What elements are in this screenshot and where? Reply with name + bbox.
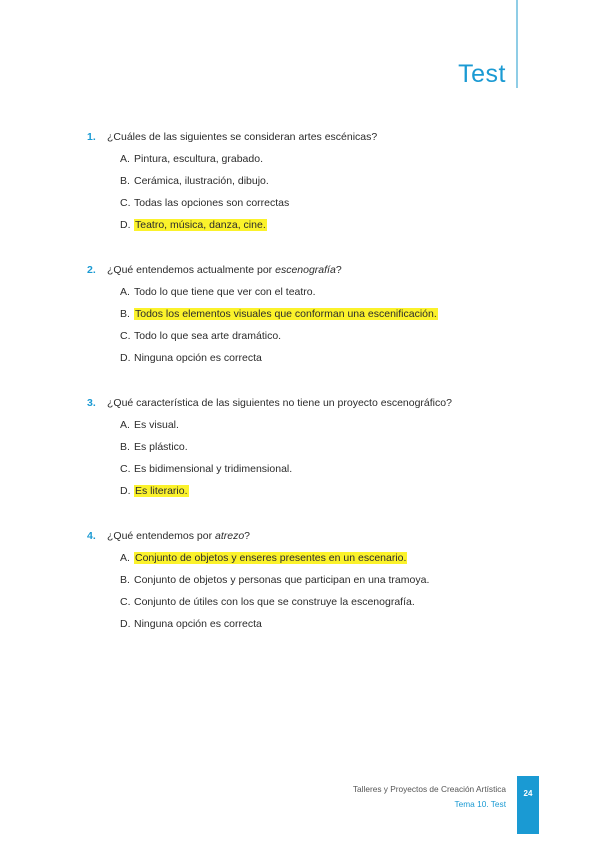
- option-list: [0, 281, 600, 369]
- option-a-answer: A. Conjunto de objetos y enseres presentes en un escenario.: [120, 552, 407, 564]
- question-text: ¿Qué característica de las siguientes no tiene un proyecto escenográfico?: [107, 397, 452, 409]
- option-d-answer: D. Teatro, música, danza, cine.: [120, 219, 266, 231]
- question-number: 3.: [87, 397, 96, 409]
- question-2: [0, 259, 600, 369]
- option-b: B. Conjunto de objetos y personas que participan en una tramoya.: [120, 574, 430, 586]
- option-b: B. Es plástico.: [120, 441, 188, 453]
- top-divider-line: [516, 0, 518, 88]
- question-number: 2.: [87, 264, 96, 276]
- highlighted-answer: Teatro, música, danza, cine.: [135, 219, 266, 231]
- question-text: ¿Qué entendemos por atrezo?: [107, 530, 251, 542]
- question-stem: [0, 126, 600, 148]
- question-number: 4.: [87, 530, 96, 542]
- option-c: C. Es bidimensional y tridimensional.: [120, 463, 293, 475]
- option-c: C. Conjunto de útiles con los que se construye la escenografía.: [120, 596, 415, 608]
- question-stem: [0, 525, 600, 547]
- question-3: [0, 392, 600, 502]
- option-a: A. Es visual.: [120, 419, 179, 431]
- option-b-answer: B. Todos los elementos visuales que conforman una escenificación.: [120, 308, 437, 320]
- option-c: C. Todas las opciones son correctas: [120, 197, 290, 209]
- option-list: [0, 547, 600, 635]
- question-stem: [0, 392, 600, 414]
- question-list: [0, 126, 600, 635]
- question-text: ¿Qué entendemos actualmente por escenografía?: [107, 264, 342, 276]
- question-4: [0, 525, 600, 635]
- option-a: A. Pintura, escultura, grabado.: [120, 153, 263, 165]
- option-d: D. Ninguna opción es correcta: [120, 618, 262, 630]
- footer-course-title: Talleres y Proyectos de Creación Artística: [352, 784, 506, 794]
- option-a: A. Todo lo que tiene que ver con el teatro.: [120, 286, 316, 298]
- question-1: [0, 126, 600, 236]
- option-c: C. Todo lo que sea arte dramático.: [120, 330, 282, 342]
- option-b: B. Cerámica, ilustración, dibujo.: [120, 175, 269, 187]
- option-d: D. Ninguna opción es correcta: [120, 352, 262, 364]
- option-list: [0, 148, 600, 236]
- option-d-answer: D. Es literario.: [120, 485, 188, 497]
- highlighted-answer: Todos los elementos visuales que conforman una escenificación.: [135, 308, 437, 320]
- question-number: 1.: [87, 131, 96, 143]
- page-title: Test: [458, 60, 506, 88]
- highlighted-answer: Es literario.: [135, 485, 188, 497]
- footer-topic: Tema 10. Test: [454, 799, 506, 809]
- question-stem: [0, 259, 600, 281]
- option-list: [0, 414, 600, 502]
- page-number: 24: [523, 789, 533, 798]
- question-text: ¿Cuáles de las siguientes se consideran artes escénicas?: [107, 131, 378, 143]
- page-number-tab: [517, 776, 539, 834]
- highlighted-answer: Conjunto de objetos y enseres presentes en un escenario.: [135, 552, 407, 564]
